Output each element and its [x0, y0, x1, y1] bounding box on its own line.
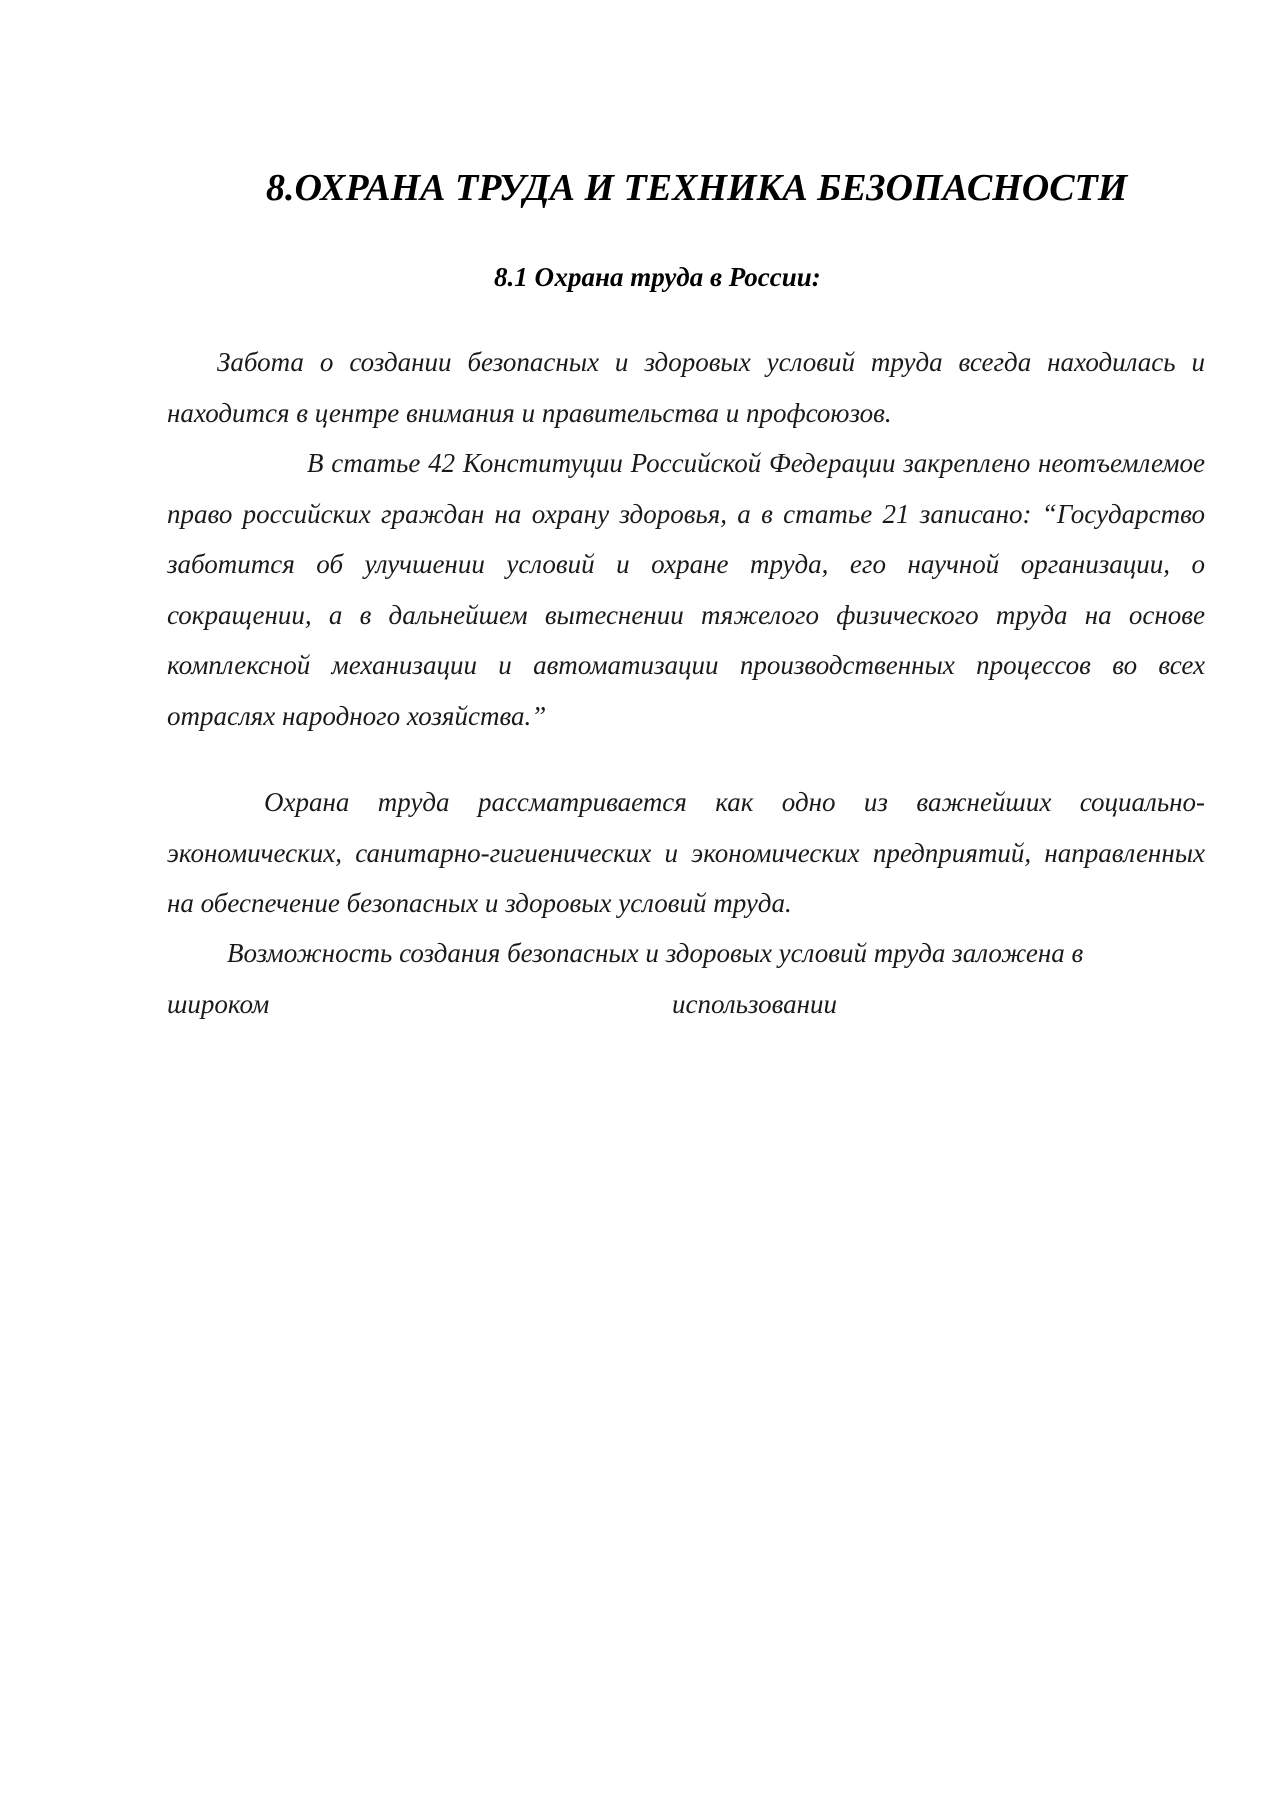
section-title: 8.ОХРАНА ТРУДА И ТЕХНИКА БЕЗОПАСНОСТИ [266, 167, 1128, 209]
continuation-word-1: широком [167, 989, 270, 1019]
paragraph-possibility: Возможность создания безопасных и здоровых условий труда заложена в [227, 938, 1084, 968]
continuation-word-2: использовании [672, 989, 837, 1019]
paragraph-constitution: В статье 42 Конституции Российской Федерации закреплено неотъемлемое право российских граждан на охрану здоровья, а в статье 21 записано: “Государство заботится об улучшении условий и охране труда, его научной организации, о сокращении, а в дальнейшем вытеснении тяжелого физического труда на основе комплексной механизации и автоматизации производственных процессов во всех отраслях народного хозяйства.” [167, 448, 1205, 731]
paragraph-labor-protection: Охрана труда рассматривается как одно из важнейших социально-экономических, санитарно-гигиенических и экономических предприятий, направленных на обеспечение безопасных и здоровых условий труда. [167, 787, 1205, 918]
paragraph-care: Забота о создании безопасных и здоровых условий труда всегда находилась и находится в центре внимания и правительства и профсоюзов. [167, 347, 1205, 428]
subsection-title: 8.1 Охрана труда в России: [494, 262, 821, 292]
paragraph-continuation [167, 979, 837, 1030]
